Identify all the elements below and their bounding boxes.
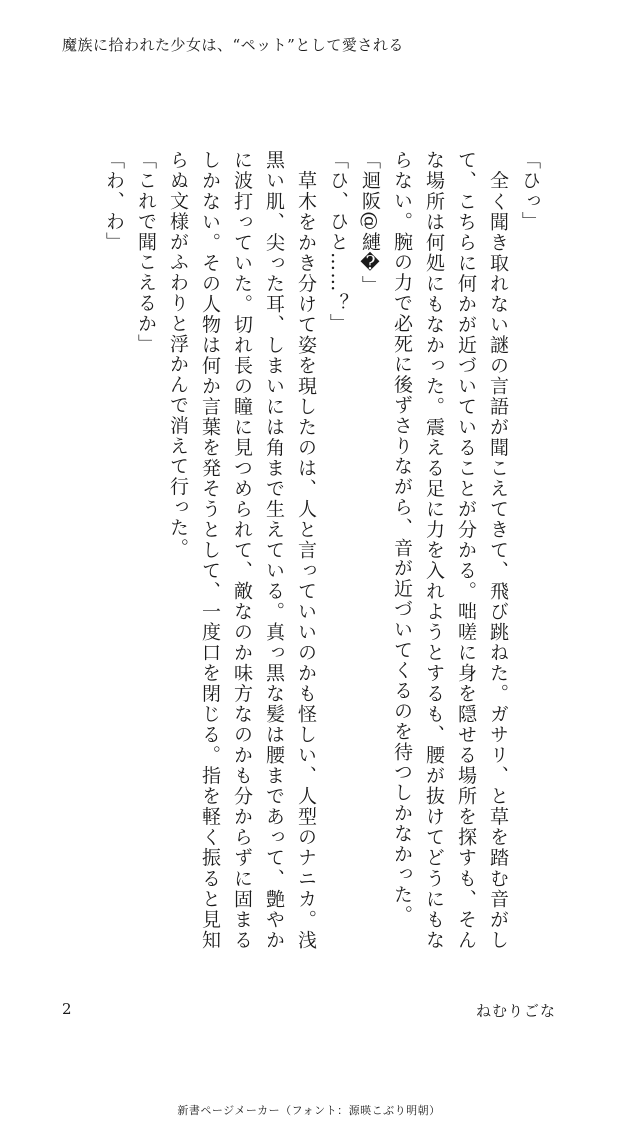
paragraph-5: 草木をかき分けて姿を現したのは、人と言っていいのかも怪しい、人型のナニカ。浅黒い肌、尖った耳、しまいには角まで生えている。真っ黒な髪は腰まであって、艶やかに波打っていた。切れ長の瞳に見つめられて、敵なのか味方なのかも分からずに固まるしかない。その人物は何か言葉を発そうとして、一度口を閉じる。指を軽く振ると見知らぬ文様がふわりと浮かんで消えて行った。 bbox=[167, 150, 317, 950]
paragraph-4: 「ひ、ひと……？」 bbox=[327, 150, 349, 334]
paragraph-7: 「わ、わ」 bbox=[103, 150, 125, 252]
vertical-text-body bbox=[98, 150, 546, 950]
page-title: 魔族に拾われた少女は、“ペット”として愛される bbox=[62, 36, 404, 54]
paragraph-1: 「ひっ」 bbox=[519, 150, 541, 232]
paragraph-6: 「これで聞こえるか」 bbox=[135, 150, 157, 354]
paragraph-3: 「迴阪@縺�」 bbox=[359, 150, 381, 296]
page-number: 2 bbox=[62, 1000, 72, 1018]
paragraph-2: 全く聞き取れない謎の言語が聞こえてきて、飛び跳ねた。ガサリ、と草を踏む音がして、こちらに何かが近づいていることが分かる。咄嗟に身を隠せる場所を探すも、そんな場所は何処にもなかった。震える足に力を入れようとするも、腰が抜けてどうにもならない。腕の力で必死に後ずさりながら、音が近づいてくるのを待つしかなかった。 bbox=[391, 150, 509, 950]
author-name: ねむりごな bbox=[475, 1002, 556, 1020]
generator-credit: 新書ページメーカー（フォント：源暎こぶり明朝） bbox=[177, 1104, 441, 1117]
